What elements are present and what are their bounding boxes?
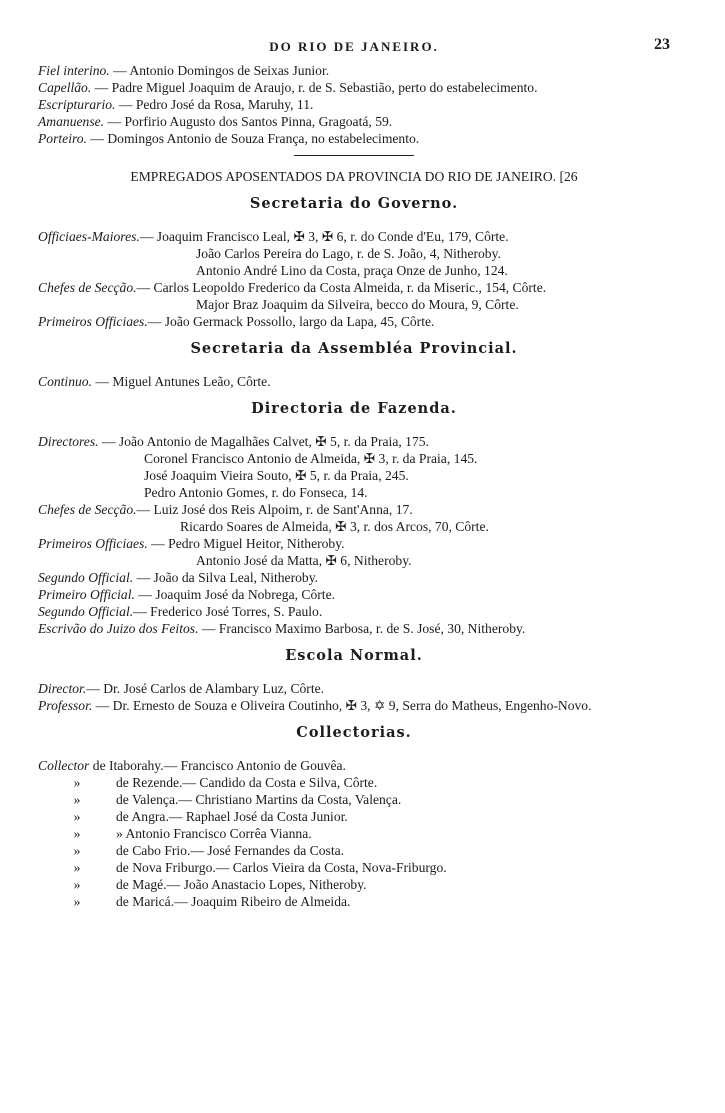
officiaes-maiores-line-1: Officiaes-Maiores.— Joaquim Francisco Leal, ✠ 3, ✠ 6, r. do Conde d'Eu, 179, Côrte. (38, 229, 509, 244)
entry-porteiro: Porteiro. — Domingos Antonio de Souza França, no estabelecimento. (38, 131, 420, 146)
chefes-governo-line-2: Major Braz Joaquim da Silveira, becco do Moura, 9, Côrte. (196, 297, 519, 312)
primeiros-fazenda-line-2: Antonio José da Matta, ✠ 6, Nitheroby. (196, 553, 412, 568)
chefes-governo-line-1: Chefes de Secção.— Carlos Leopoldo Frederico da Costa Almeida, r. da Miseric., 154, Côrte. (38, 280, 547, 295)
professor: Professor. — Dr. Ernesto de Souza e Oliveira Coutinho, ✠ 3, ✡ 9, Serra do Matheus, Engenho-Novo. (38, 698, 592, 713)
director: Director.— Dr. José Carlos de Alambary Luz, Côrte. (38, 681, 325, 696)
directores-line-4: Pedro Antonio Gomes, r. do Fonseca, 14. (144, 485, 368, 500)
escrivao: Escrivão do Juizo dos Feitos. — Francisco Maximo Barbosa, r. de S. José, 30, Nitheroby. (38, 621, 526, 636)
collector-entry: » de Angra.— Raphael José da Costa Junior. (73, 809, 348, 824)
chefes-fazenda-line-1: Chefes de Secção.— Luiz José dos Reis Alpoim, r. de Sant'Anna, 17. (38, 502, 413, 517)
page-number: 23 (654, 36, 670, 53)
divider (294, 155, 414, 156)
officiaes-maiores-line-2: João Carlos Pereira do Lago, r. de S. João, 4, Nitheroby. (196, 246, 501, 261)
top-entries (38, 62, 670, 147)
primeiro-official: Primeiro Official. — Joaquim José da Nobrega, Côrte. (38, 587, 336, 602)
main-heading: EMPREGADOS APOSENTADOS DA PROVINCIA DO RIO DE JANEIRO. [26 (130, 169, 578, 184)
section-secretaria-governo-title: Secretaria do Governo. (249, 195, 459, 212)
directores-line-1: Directores. — João Antonio de Magalhães Calvet, ✠ 5, r. da Praia, 175. (38, 434, 429, 449)
directores-line-3: José Joaquim Vieira Souto, ✠ 5, r. da Praia, 245. (144, 468, 409, 483)
collector-entry: » » Antonio Francisco Corrêa Vianna. (73, 826, 312, 841)
collector-first: Collector de Itaborahy.— Francisco Antonio de Gouvêa. (38, 758, 346, 773)
entry-amanuense: Amanuense. — Porfirio Augusto dos Santos Pinna, Gragoatá, 59. (38, 114, 393, 129)
collector-entry: » de Magé.— João Anastacio Lopes, Nitheroby. (73, 877, 367, 892)
segundo-official-1: Segundo Official. — João da Silva Leal, Nitheroby. (38, 570, 319, 585)
collector-entry: » de Valença.— Christiano Martins da Costa, Valença. (73, 792, 402, 807)
directores-line-2: Coronel Francisco Antonio de Almeida, ✠ 3, r. da Praia, 145. (144, 451, 478, 466)
page-header (38, 38, 670, 62)
section-escola-normal-title: Escola Normal. (285, 647, 423, 664)
section-collectorias-title: Collectorias. (296, 724, 412, 741)
entry-escripturario: Escripturario. — Pedro José da Rosa, Maruhy, 11. (38, 97, 314, 112)
collector-entry: » de Nova Friburgo.— Carlos Vieira da Costa, Nova-Friburgo. (73, 860, 447, 875)
section-fazenda-title: Directoria de Fazenda. (251, 400, 457, 417)
officiaes-maiores-line-3: Antonio André Lino da Costa, praça Onze de Junho, 124. (196, 263, 508, 278)
collector-entry: » de Maricá.— Joaquim Ribeiro de Almeida. (73, 894, 351, 909)
continuo: Continuo. — Miguel Antunes Leão, Côrte. (38, 374, 271, 389)
page (38, 38, 670, 910)
section-assembleia-title: Secretaria da Assembléa Provincial. (190, 340, 518, 357)
chefes-fazenda-line-2: Ricardo Soares de Almeida, ✠ 3, r. dos Arcos, 70, Côrte. (180, 519, 489, 534)
entry-fiel: Fiel interino. — Antonio Domingos de Seixas Junior. (38, 63, 330, 78)
entry-capellao: Capellão. — Padre Miguel Joaquim de Araujo, r. de S. Sebastião, perto do estabelecimento. (38, 80, 538, 95)
primeiros-fazenda-line-1: Primeiros Officiaes. — Pedro Miguel Heitor, Nitheroby. (38, 536, 345, 551)
primeiros-governo: Primeiros Officiaes.— João Germack Possollo, largo da Lapa, 45, Côrte. (38, 314, 435, 329)
running-title: DO RIO DE JANEIRO. (269, 39, 439, 54)
collector-entry: » de Rezende.— Candido da Costa e Silva, Côrte. (73, 775, 378, 790)
segundo-official-2: Segundo Official.— Frederico José Torres, S. Paulo. (38, 604, 323, 619)
collector-entry: » de Cabo Frio.— José Fernandes da Costa. (73, 843, 345, 858)
